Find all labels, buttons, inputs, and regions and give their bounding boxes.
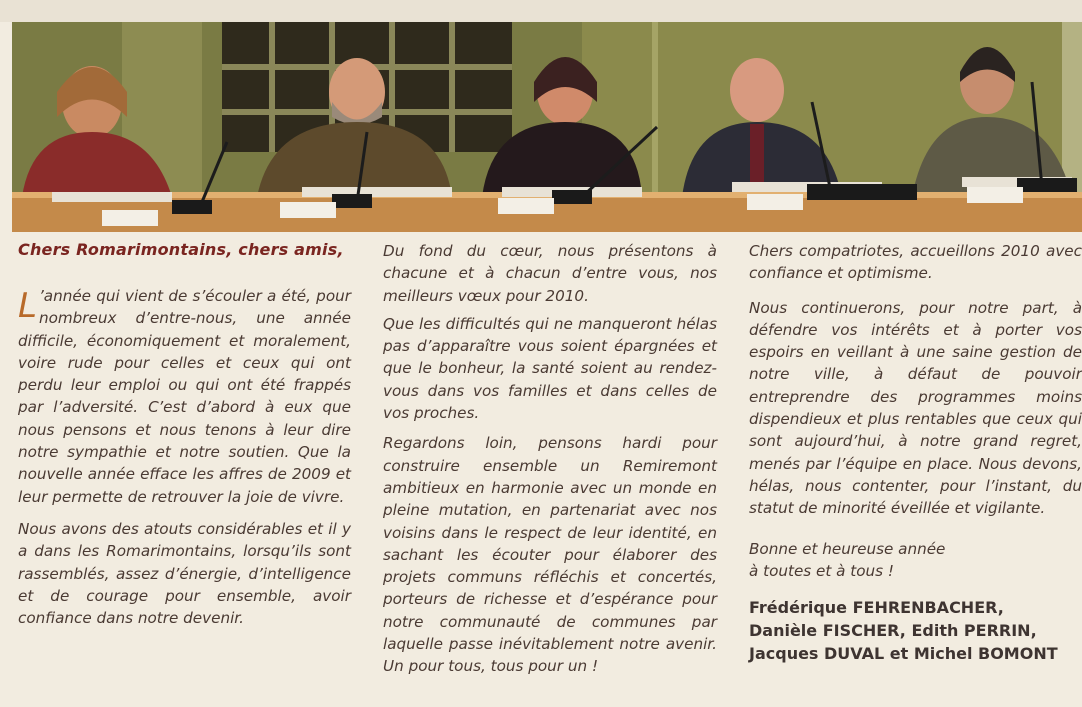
column-2	[383, 240, 717, 678]
column-3	[749, 240, 1082, 665]
intro-paragraph: L ’année qui vient de s’écouler a été, pour nombreux d’entre-nous, une année difficile, économiquement et moralement, voire rude pour celles et ceux qui ont perdu leur emploi ou qui ont été frappés par l’adversité. C’est d’abord à eux que nous pensons et nous tenons à leur dire notre sympathie et notre soutien. Que la nouvelle année efface les affres de 2009 et leur permette de retrouver la joie de vivre.	[18, 286, 351, 506]
wishes-paragraph: Du fond du cœur, nous présentons à chacune et à chacun d’entre vous, nos meilleurs vœux pour 2010.	[383, 242, 717, 305]
compatriots-paragraph: Chers compatriotes, accueillons 2010 avec confiance et optimisme.	[749, 242, 1082, 283]
closing-line-2: à toutes et à tous !	[749, 561, 895, 580]
greeting-heading: Chers Romarimontains, chers amis,	[18, 240, 344, 259]
assets-paragraph: Nous avons des atouts considérables et il y a dans les Romarimontains, lorsqu’ils sont rassemblés, assez d’énergie, d’intelligence et de courage pour ensemble, avoir confiance dans notre devenir.	[18, 519, 351, 628]
signature-line-1: Frédérique FEHRENBACHER,	[749, 598, 1004, 618]
council-photo	[12, 22, 1082, 232]
commitment-paragraph: Nous continuerons, pour notre part, à défendre vos intérêts et à porter vos espoirs en veillant à une saine gestion de notre ville, à défaut de pouvoir entreprendre des programmes moins dispendieux et plus rentables que ceux qui sont aujourd’hui, à notre grand regret, menés par l’équipe en place. Nous devons, hélas, nous contenter, pour l’instant, du statut de minorité éveillée et vigilante.	[749, 298, 1082, 518]
council-meeting-photo-icon	[12, 22, 1082, 232]
closing-line-1: Bonne et heureuse année	[749, 539, 946, 558]
signature-line-3: Jacques DUVAL et Michel BOMONT	[749, 644, 1058, 664]
previous-page-bleed	[0, 0, 1082, 22]
vision-paragraph: Regardons loin, pensons hardi pour construire ensemble un Remiremont ambitieux en harmonie avec un monde en pleine mutation, en partenariat avec nos voisins dans le respect de leur identité, en sachant les écouter pour élaborer des projets communs réfléchis et concertés, porteurs de richesse et d’espérance pour notre communauté de communes par laquelle passe inévitablement notre avenir. Un pour tous, tous pour un !	[383, 434, 717, 676]
difficulties-paragraph: Que les difficultés qui ne manqueront hélas pas d’apparaître vous soient épargnées et que le bonheur, la santé soient au rendez-vous dans vos familles et dans celles de vos proches.	[383, 314, 717, 423]
signature-line-2: Danièle FISCHER, Edith PERRIN,	[749, 621, 1037, 641]
dropcap-letter: L	[18, 286, 37, 326]
column-1	[18, 240, 351, 629]
